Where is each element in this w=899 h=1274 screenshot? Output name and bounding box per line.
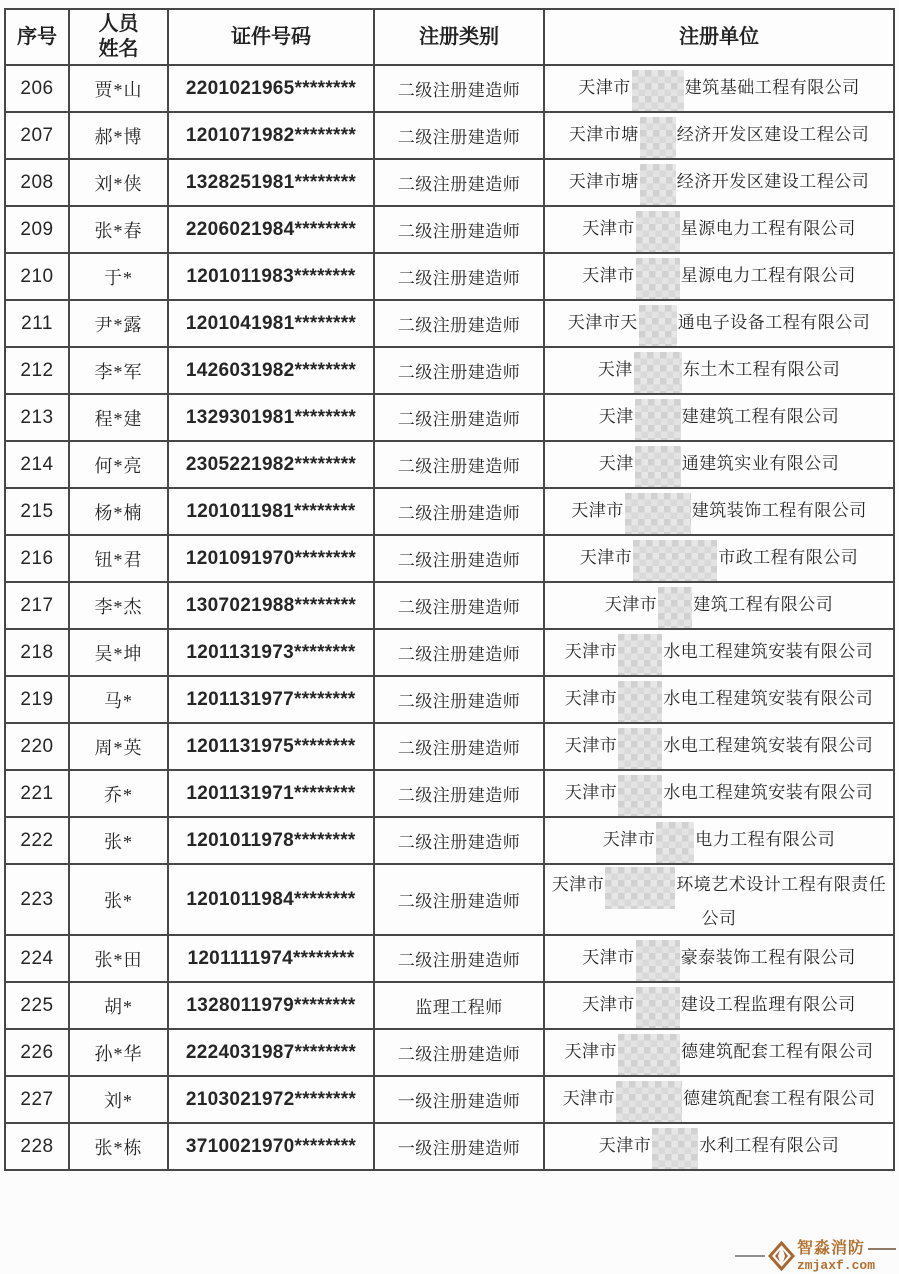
col-header-category (374, 9, 544, 65)
unit-cell (544, 300, 894, 347)
watermark-title: 智淼消防 (796, 1239, 865, 1257)
category-cell: 二级注册建造师 (374, 112, 544, 159)
table-row (5, 723, 894, 770)
table-row (5, 253, 894, 300)
row-index-cell: 210 (5, 253, 69, 300)
row-index-cell: 211 (5, 300, 69, 347)
table-row (5, 864, 894, 935)
unit-cell (544, 347, 894, 394)
unit-suffix: 建筑基础工程有限公司 (684, 77, 860, 97)
row-index-cell: 221 (5, 770, 69, 817)
table-row (5, 206, 894, 253)
person-name-cell: 何*亮 (69, 441, 168, 488)
redaction-blur (632, 70, 684, 112)
watermark-right-rule (868, 1248, 896, 1250)
unit-prefix: 天津市 (579, 547, 633, 567)
unit-suffix: 水电工程建筑安装有限公司 (663, 735, 874, 755)
watermark-site: zmjaxf.com (796, 1257, 875, 1273)
person-name-cell: 张* (69, 817, 168, 864)
row-index-cell: 218 (5, 629, 69, 676)
category-cell: 二级注册建造师 (374, 629, 544, 676)
person-name-cell: 张* (69, 864, 168, 935)
redaction-blur (640, 117, 676, 159)
unit-prefix: 天津市 (598, 1135, 652, 1155)
person-name-cell: 贾*山 (69, 65, 168, 112)
unit-prefix: 天津市 (564, 688, 618, 708)
table-row (5, 441, 894, 488)
table-row (5, 1029, 894, 1076)
redaction-blur (652, 1128, 698, 1170)
row-index-cell: 227 (5, 1076, 69, 1123)
unit-prefix: 天津市 (562, 1088, 615, 1108)
unit-prefix: 天津市天 (567, 312, 638, 332)
unit-cell (544, 112, 894, 159)
unit-cell (544, 817, 894, 864)
unit-prefix: 天津市 (582, 218, 635, 238)
table-row (5, 1123, 894, 1170)
redaction-blur (639, 305, 677, 347)
category-cell: 二级注册建造师 (374, 535, 544, 582)
person-name-cell: 周*英 (69, 723, 168, 770)
table-row (5, 347, 894, 394)
unit-cell (544, 982, 894, 1029)
watermark (735, 1240, 896, 1272)
unit-cell (544, 441, 894, 488)
category-cell: 二级注册建造师 (374, 488, 544, 535)
person-name-cell: 乔* (69, 770, 168, 817)
table-row (5, 817, 894, 864)
unit-prefix: 天津市 (564, 641, 618, 661)
id-number-cell: 1307021988******** (168, 582, 374, 629)
id-number-cell: 1328011979******** (168, 982, 374, 1029)
redaction-blur (636, 987, 680, 1029)
unit-suffix: 水利工程有限公司 (699, 1135, 840, 1155)
person-name-cell: 钮*君 (69, 535, 168, 582)
row-index-cell: 222 (5, 817, 69, 864)
zhimiao-logo-icon (768, 1240, 795, 1272)
row-index-cell: 216 (5, 535, 69, 582)
unit-prefix: 天津市 (602, 829, 656, 849)
row-index-cell: 225 (5, 982, 69, 1029)
id-number-cell: 2305221982******** (168, 441, 374, 488)
unit-suffix: 水电工程建筑安装有限公司 (663, 782, 874, 802)
category-cell: 二级注册建造师 (374, 441, 544, 488)
redaction-blur (636, 211, 680, 253)
row-index-cell: 226 (5, 1029, 69, 1076)
unit-prefix: 天津市 (551, 874, 605, 894)
row-index-cell: 217 (5, 582, 69, 629)
person-name-cell: 张*栋 (69, 1123, 168, 1170)
row-index-cell: 206 (5, 65, 69, 112)
table-body (5, 65, 894, 1170)
row-index-cell: 213 (5, 394, 69, 441)
category-cell: 一级注册建造师 (374, 1076, 544, 1123)
unit-prefix: 天津 (597, 359, 633, 379)
redaction-blur (635, 399, 681, 441)
table-row (5, 770, 894, 817)
table-row (5, 300, 894, 347)
unit-suffix: 经济开发区建设工程公司 (676, 171, 870, 191)
category-cell: 二级注册建造师 (374, 347, 544, 394)
unit-suffix: 市政工程有限公司 (718, 547, 859, 567)
table-row (5, 1076, 894, 1123)
table-row (5, 65, 894, 112)
table-row (5, 535, 894, 582)
unit-cell (544, 65, 894, 112)
id-number-cell: 3710021970******** (168, 1123, 374, 1170)
category-cell: 二级注册建造师 (374, 300, 544, 347)
row-index-cell: 212 (5, 347, 69, 394)
unit-prefix: 天津市塘 (568, 171, 639, 191)
unit-cell (544, 488, 894, 535)
unit-cell (544, 723, 894, 770)
category-cell: 二级注册建造师 (374, 582, 544, 629)
unit-prefix: 天津市 (571, 500, 624, 520)
unit-suffix: 建设工程监理有限公司 (680, 994, 856, 1014)
id-number-cell: 1201011984******** (168, 864, 374, 935)
row-index-cell: 207 (5, 112, 69, 159)
table-row (5, 582, 894, 629)
unit-cell (544, 629, 894, 676)
id-number-cell: 1426031982******** (168, 347, 374, 394)
person-name-cell: 郝*博 (69, 112, 168, 159)
id-number-cell: 2201021965******** (168, 65, 374, 112)
category-cell: 二级注册建造师 (374, 817, 544, 864)
person-name-cell: 孙*华 (69, 1029, 168, 1076)
unit-suffix: 水电工程建筑安装有限公司 (663, 641, 874, 661)
unit-prefix: 天津市塘 (568, 124, 639, 144)
id-number-cell: 1329301981******** (168, 394, 374, 441)
redaction-blur (618, 728, 662, 770)
redaction-blur (640, 164, 676, 206)
category-cell: 二级注册建造师 (374, 1029, 544, 1076)
category-cell: 二级注册建造师 (374, 723, 544, 770)
unit-suffix: 建建筑工程有限公司 (681, 406, 840, 426)
id-number-cell: 1201131971******** (168, 770, 374, 817)
unit-prefix: 天津市 (582, 994, 635, 1014)
id-number-cell: 2103021972******** (168, 1076, 374, 1123)
table-row (5, 488, 894, 535)
id-number-cell: 1201011983******** (168, 253, 374, 300)
col-header-name (69, 9, 168, 65)
category-cell: 二级注册建造师 (374, 206, 544, 253)
category-cell: 二级注册建造师 (374, 65, 544, 112)
unit-suffix: 水电工程建筑安装有限公司 (663, 688, 874, 708)
person-name-cell: 程*建 (69, 394, 168, 441)
id-number-cell: 1201131973******** (168, 629, 374, 676)
unit-cell (544, 159, 894, 206)
row-index-cell: 215 (5, 488, 69, 535)
row-index-cell: 209 (5, 206, 69, 253)
registered-personnel-table (4, 8, 895, 1171)
person-name-cell: 李*杰 (69, 582, 168, 629)
id-number-cell: 1201011978******** (168, 817, 374, 864)
unit-cell (544, 253, 894, 300)
redaction-blur (658, 587, 692, 629)
unit-suffix: 德建筑配套工程有限公司 (681, 1041, 874, 1061)
table-row (5, 394, 894, 441)
person-name-cell: 于* (69, 253, 168, 300)
unit-cell (544, 582, 894, 629)
unit-prefix: 天津市 (578, 77, 631, 97)
id-number-cell: 1201011981******** (168, 488, 374, 535)
id-number-cell: 1201041981******** (168, 300, 374, 347)
unit-suffix: 通建筑实业有限公司 (681, 453, 840, 473)
unit-cell (544, 770, 894, 817)
redaction-blur (656, 822, 694, 864)
unit-cell (544, 1076, 894, 1123)
unit-prefix: 天津市 (564, 782, 618, 802)
redaction-blur (605, 867, 675, 909)
col-header-id-label: 证件号码 (231, 26, 311, 48)
person-name-cell: 刘* (69, 1076, 168, 1123)
id-number-cell: 1201091970******** (168, 535, 374, 582)
unit-suffix: 星源电力工程有限公司 (680, 265, 856, 285)
unit-prefix: 天津市 (582, 265, 635, 285)
unit-cell (544, 206, 894, 253)
col-header-unit-label: 注册单位 (679, 26, 759, 48)
person-name-cell: 刘*侠 (69, 159, 168, 206)
unit-suffix: 东土木工程有限公司 (682, 359, 841, 379)
id-number-cell: 1201071982******** (168, 112, 374, 159)
unit-prefix: 天津市 (582, 947, 635, 967)
table-row (5, 629, 894, 676)
unit-suffix: 星源电力工程有限公司 (680, 218, 856, 238)
table-row (5, 159, 894, 206)
unit-cell (544, 864, 894, 935)
col-header-unit (544, 9, 894, 65)
unit-suffix: 建筑工程有限公司 (693, 594, 834, 614)
category-cell: 二级注册建造师 (374, 935, 544, 982)
id-number-cell: 1201111974******** (168, 935, 374, 982)
unit-prefix: 天津市 (604, 594, 658, 614)
person-name-cell: 张*春 (69, 206, 168, 253)
person-name-cell: 马* (69, 676, 168, 723)
redaction-blur (634, 352, 682, 394)
redaction-blur (635, 446, 681, 488)
unit-suffix: 德建筑配套工程有限公司 (683, 1088, 876, 1108)
category-cell: 二级注册建造师 (374, 253, 544, 300)
row-index-cell: 219 (5, 676, 69, 723)
row-index-cell: 208 (5, 159, 69, 206)
redaction-blur (636, 940, 680, 982)
category-cell: 二级注册建造师 (374, 159, 544, 206)
table-row (5, 935, 894, 982)
category-cell: 监理工程师 (374, 982, 544, 1029)
person-name-cell: 杨*楠 (69, 488, 168, 535)
person-name-cell: 李*军 (69, 347, 168, 394)
id-number-cell: 1328251981******** (168, 159, 374, 206)
row-index-cell: 228 (5, 1123, 69, 1170)
person-name-cell: 吴*坤 (69, 629, 168, 676)
person-name-cell: 张*田 (69, 935, 168, 982)
unit-prefix: 天津 (598, 406, 634, 426)
unit-prefix: 天津市 (564, 1041, 617, 1061)
redaction-blur (618, 681, 662, 723)
watermark-left-rule (735, 1255, 765, 1257)
unit-suffix: 通电子设备工程有限公司 (677, 312, 871, 332)
category-cell: 二级注册建造师 (374, 770, 544, 817)
redaction-blur (625, 493, 691, 535)
category-cell: 二级注册建造师 (374, 864, 544, 935)
unit-suffix: 环境艺术设计工程有限责任公司 (676, 874, 887, 928)
redaction-blur (618, 1034, 680, 1076)
unit-suffix: 豪泰装饰工程有限公司 (680, 947, 856, 967)
id-number-cell: 2206021984******** (168, 206, 374, 253)
col-header-index-label: 序号 (17, 26, 57, 48)
unit-cell (544, 676, 894, 723)
id-number-cell: 1201131975******** (168, 723, 374, 770)
unit-prefix: 天津市 (564, 735, 618, 755)
unit-suffix: 电力工程有限公司 (695, 829, 836, 849)
redaction-blur (618, 775, 662, 817)
category-cell: 一级注册建造师 (374, 1123, 544, 1170)
person-name-cell: 胡* (69, 982, 168, 1029)
col-header-category-label: 注册类别 (419, 26, 499, 48)
id-number-cell: 2224031987******** (168, 1029, 374, 1076)
category-cell: 二级注册建造师 (374, 394, 544, 441)
unit-cell (544, 935, 894, 982)
redaction-blur (616, 1081, 682, 1123)
row-index-cell: 224 (5, 935, 69, 982)
person-name-cell: 尹*露 (69, 300, 168, 347)
redaction-blur (618, 634, 662, 676)
row-index-cell: 223 (5, 864, 69, 935)
col-header-id (168, 9, 374, 65)
table-row (5, 676, 894, 723)
unit-suffix: 建筑装饰工程有限公司 (691, 500, 867, 520)
redaction-blur (633, 540, 717, 582)
col-header-name-label: 人员姓名 (98, 13, 139, 60)
id-number-cell: 1201131977******** (168, 676, 374, 723)
unit-suffix: 经济开发区建设工程公司 (676, 124, 870, 144)
unit-prefix: 天津 (598, 453, 634, 473)
table-row (5, 982, 894, 1029)
header-row (5, 9, 894, 65)
unit-cell (544, 1123, 894, 1170)
unit-cell (544, 1029, 894, 1076)
category-cell: 二级注册建造师 (374, 676, 544, 723)
row-index-cell: 220 (5, 723, 69, 770)
col-header-index (5, 9, 69, 65)
redaction-blur (636, 258, 680, 300)
table-row (5, 112, 894, 159)
unit-cell (544, 394, 894, 441)
unit-cell (544, 535, 894, 582)
row-index-cell: 214 (5, 441, 69, 488)
